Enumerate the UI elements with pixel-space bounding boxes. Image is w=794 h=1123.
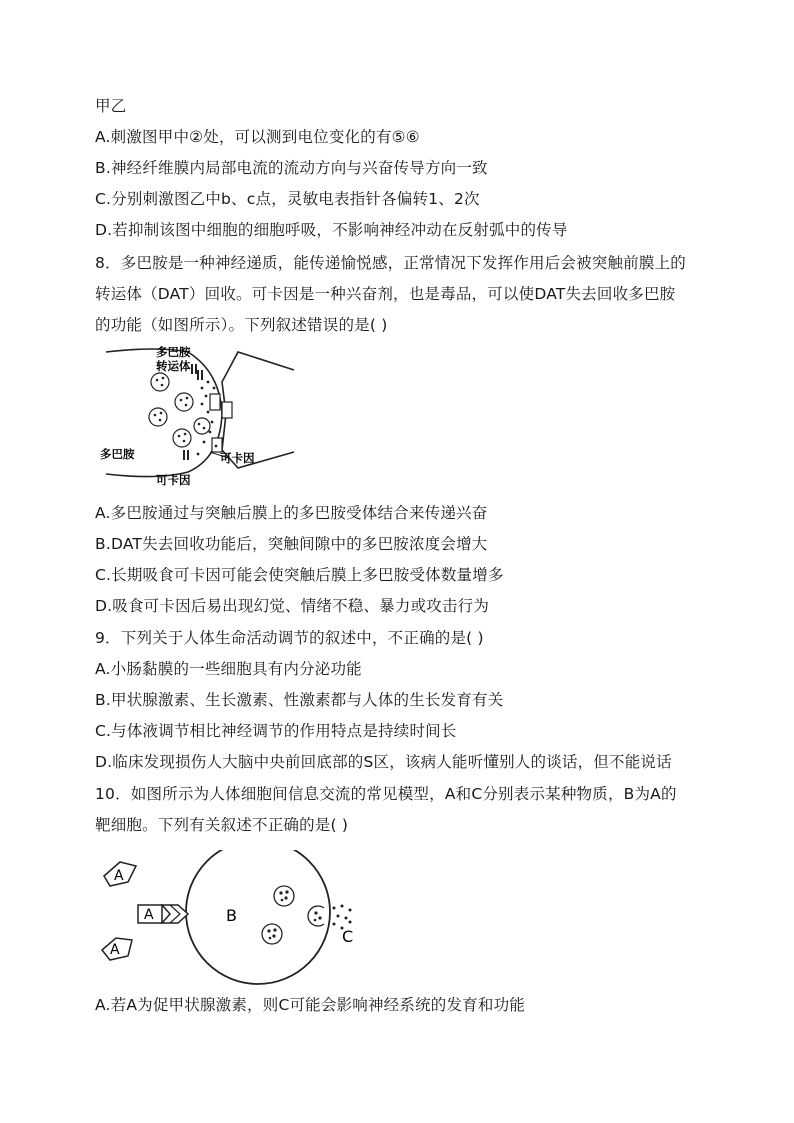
label-cocaine-right: 可卡因 bbox=[220, 451, 255, 465]
label-b: B bbox=[226, 906, 237, 925]
label-transporter-line2: 转运体 bbox=[156, 359, 191, 373]
option-9c: C.与体液调节相比神经调节的作用特点是持续时间长 bbox=[95, 722, 457, 740]
signal-molecule-a-top bbox=[104, 862, 136, 886]
svg-text:A: A bbox=[114, 868, 124, 884]
label-c: C bbox=[342, 927, 354, 946]
question-9-stem: 9．下列关于人体生命活动调节的叙述中，不正确的是( ) bbox=[95, 629, 484, 647]
question-10-stem-line2: 靶细胞。下列有关叙述不正确的是( ) bbox=[95, 816, 349, 834]
option-7d: D.若抑制该图中细胞的细胞呼吸，不影响神经冲动在反射弧中的传导 bbox=[95, 221, 568, 239]
option-8c: C.长期吸食可卡因可能会使突触后膜上多巴胺受体数量增多 bbox=[95, 566, 504, 584]
question-8-stem-line2: 转运体（DAT）回收。可卡因是一种兴奋剂，也是毒品，可以使DAT失去回收多巴胺 bbox=[95, 285, 676, 303]
figure-caption-jia-yi: 甲乙 bbox=[95, 97, 127, 115]
option-9a: A.小肠黏膜的一些细胞具有内分泌功能 bbox=[95, 660, 362, 678]
question-8-stem-line3: 的功能（如图所示）。下列叙述错误的是( ) bbox=[95, 316, 388, 334]
receptor bbox=[162, 905, 188, 923]
vesicles bbox=[149, 373, 210, 447]
signal-molecule-a-bottom bbox=[102, 938, 132, 960]
secretory-vesicles bbox=[262, 886, 324, 944]
option-8a: A.多巴胺通过与突触后膜上的多巴胺受体结合来传递兴奋 bbox=[95, 504, 488, 522]
option-9d: D.临床发现损伤人大脑中央前回底部的S区，该病人能听懂别人的谈话，但不能说话 bbox=[95, 753, 672, 771]
question-8-stem-line1: 8．多巴胺是一种神经递质，能传递愉悦感，正常情况下发挥作用后会被突触前膜上的 bbox=[95, 254, 686, 272]
cell-signaling-figure bbox=[98, 850, 378, 985]
option-7a: A.刺激图甲中②处，可以测到电位变化的有⑤⑥ bbox=[95, 128, 420, 146]
option-8b: B.DAT失去回收功能后，突触间隙中的多巴胺浓度会增大 bbox=[95, 535, 488, 553]
label-dopamine: 多巴胺 bbox=[100, 447, 135, 461]
signal-molecule-a-bound bbox=[138, 905, 188, 923]
label-transporter-line1: 多巴胺 bbox=[156, 345, 191, 359]
option-7b: B.神经纤维膜内局部电流的流动方向与兴奋传导方向一致 bbox=[95, 159, 488, 177]
option-9b: B.甲状腺激素、生长激素、性激素都与人体的生长发育有关 bbox=[95, 691, 504, 709]
option-7c: C.分别刺激图乙中b、c点，灵敏电表指针各偏转1、2次 bbox=[95, 190, 480, 208]
question-10-stem-line1: 10．如图所示为人体细胞间信息交流的常见模型，A和C分别表示某种物质，B为A的 bbox=[95, 785, 677, 803]
synapse-figure bbox=[98, 342, 298, 492]
svg-text:A: A bbox=[144, 907, 154, 923]
svg-text:A: A bbox=[110, 942, 120, 958]
option-10a: A.若A为促甲状腺激素，则C可能会影响神经系统的发育和功能 bbox=[95, 996, 525, 1014]
label-cocaine-bottom: 可卡因 bbox=[156, 473, 191, 487]
option-8d: D.吸食可卡因后易出现幻觉、情绪不稳、暴力或攻击行为 bbox=[95, 597, 490, 615]
released-substance-c bbox=[333, 905, 352, 930]
